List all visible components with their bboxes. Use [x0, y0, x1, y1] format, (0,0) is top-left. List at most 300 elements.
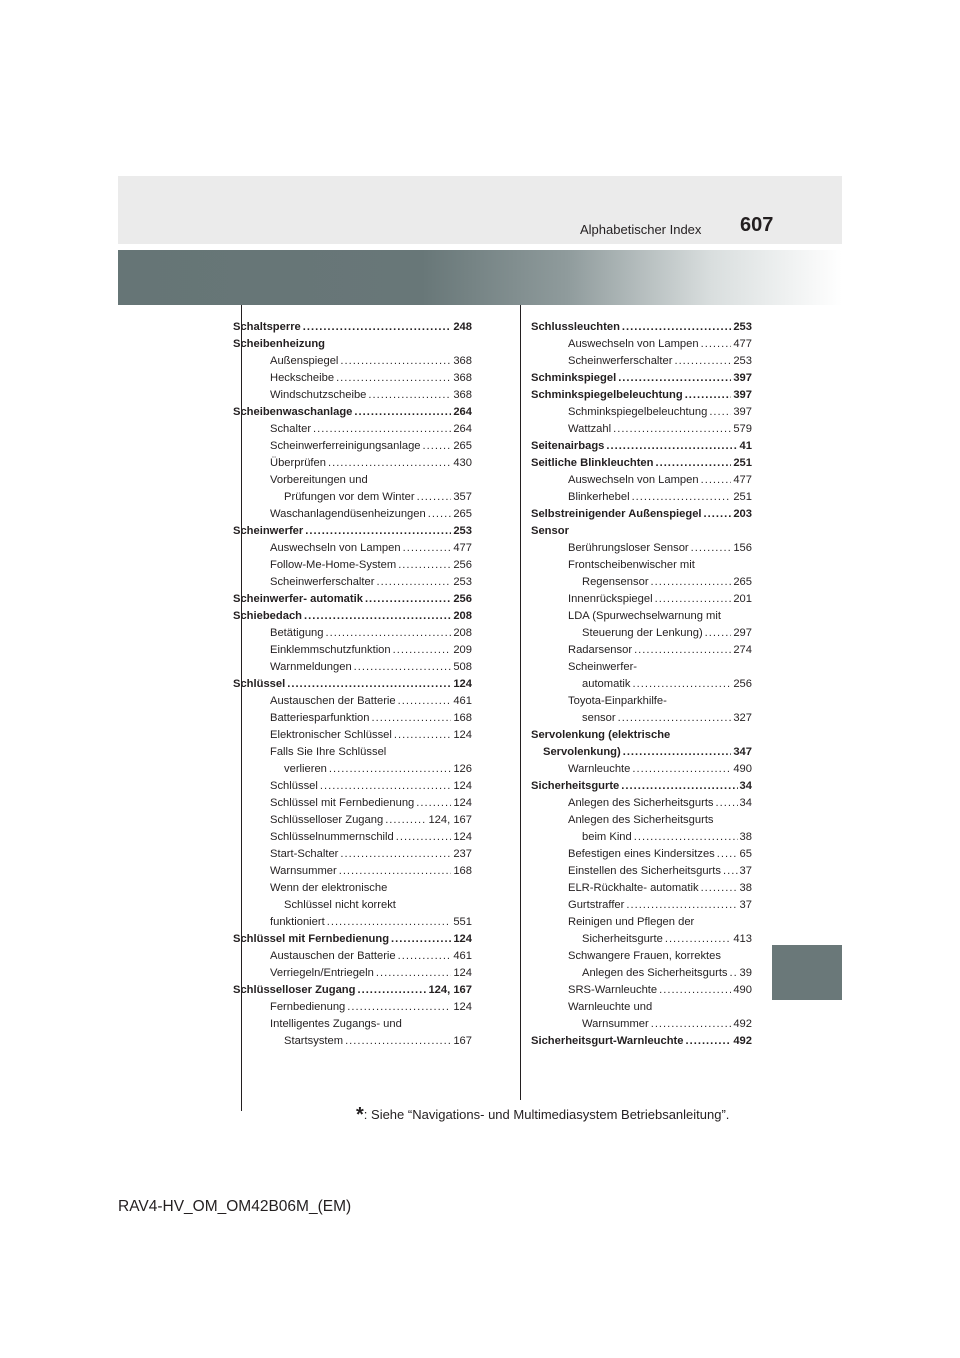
- index-entry: [233, 574, 472, 591]
- dot-leader: [320, 778, 451, 795]
- index-entry: [233, 489, 472, 506]
- index-entry: [531, 319, 752, 336]
- page-reference: 39: [739, 967, 752, 979]
- index-entry: [531, 659, 752, 676]
- index-entry: [531, 948, 752, 965]
- index-term: Regensensor: [582, 576, 649, 588]
- dot-leader: [634, 642, 731, 659]
- page-reference: 397: [733, 372, 752, 384]
- index-entry: [531, 727, 752, 744]
- dot-leader: [376, 965, 451, 982]
- dot-leader: [336, 370, 451, 387]
- page-reference: 274: [733, 644, 752, 656]
- index-entry: [531, 965, 752, 982]
- index-term: Austauschen der Batterie: [270, 695, 396, 707]
- page-reference: 368: [453, 389, 472, 401]
- dot-leader: [622, 319, 731, 336]
- index-term: Schlüsselnummernschild: [270, 831, 394, 843]
- dot-leader: [623, 744, 732, 761]
- dot-leader: [376, 574, 451, 591]
- index-term: Heckscheibe: [270, 372, 335, 384]
- dot-leader: [659, 982, 731, 999]
- page-reference: 477: [733, 338, 752, 350]
- page-reference: 297: [733, 627, 752, 639]
- dot-leader: [655, 591, 732, 608]
- dot-leader: [423, 438, 452, 455]
- index-term: Schlüssel mit Fernbedienung: [233, 933, 390, 945]
- dot-leader: [417, 489, 452, 506]
- page-reference: 124: [453, 678, 472, 690]
- page-reference: 168: [453, 712, 472, 724]
- index-term: Servolenkung): [543, 746, 621, 758]
- index-term: Sicherheitsgurt-Warnleuchte: [531, 1035, 684, 1047]
- index-term: Vorbereitungen und: [270, 474, 368, 486]
- index-entry: [233, 744, 472, 761]
- index-term: Schlussleuchten: [531, 321, 620, 333]
- dot-leader: [403, 540, 452, 557]
- index-entry: [531, 353, 752, 370]
- page-reference: 477: [453, 542, 472, 554]
- index-term: verlieren: [284, 763, 327, 775]
- middle-column-rule: [520, 305, 521, 1100]
- index-entry: [531, 625, 752, 642]
- dot-leader: [655, 455, 731, 472]
- index-entry: [531, 387, 752, 404]
- index-entry: [531, 1033, 752, 1050]
- page-reference: 251: [733, 457, 752, 469]
- index-entry: [233, 999, 472, 1016]
- index-entry: [531, 523, 752, 540]
- page-reference: 124, 167: [428, 984, 472, 996]
- index-term: Schlüssel: [270, 780, 318, 792]
- dot-leader: [723, 863, 738, 880]
- index-term: LDA (Spurwechselwarnung mit: [568, 610, 721, 622]
- index-term: Warnleuchte: [568, 763, 631, 775]
- index-term: Anlegen des Sicherheitsgurts: [582, 967, 728, 979]
- index-entry: [233, 557, 472, 574]
- dot-leader: [716, 795, 738, 812]
- dot-leader: [685, 387, 732, 404]
- dot-leader: [428, 506, 452, 523]
- footnote: [356, 1104, 729, 1127]
- index-term: Toyota-Einparkhilfe-: [568, 695, 667, 707]
- dot-leader: [709, 404, 731, 421]
- index-term: Wenn der elektronische: [270, 882, 388, 894]
- index-term: Intelligentes Zugangs- und: [270, 1018, 402, 1030]
- index-term: funktioniert: [270, 916, 325, 928]
- dot-leader: [328, 455, 451, 472]
- index-entry: [531, 404, 752, 421]
- dot-leader: [701, 336, 732, 353]
- page-reference: 124: [453, 729, 472, 741]
- index-entry: [531, 591, 752, 608]
- header-band: [118, 176, 842, 244]
- index-term: Windschutzscheibe: [270, 389, 367, 401]
- index-term: Gurtstraffer: [568, 899, 625, 911]
- index-entry: [233, 846, 472, 863]
- index-entry: [233, 880, 472, 897]
- index-term: Warnleuchte und: [568, 1001, 653, 1013]
- dot-leader: [632, 761, 731, 778]
- index-entry: [233, 897, 472, 914]
- dot-leader: [357, 982, 426, 999]
- dot-leader: [665, 931, 731, 948]
- dot-leader: [287, 676, 451, 693]
- dot-leader: [329, 761, 451, 778]
- dot-leader: [327, 914, 452, 931]
- index-term: Prüfungen vor dem Winter: [284, 491, 415, 503]
- page-reference: 208: [453, 610, 472, 622]
- index-entry: [233, 506, 472, 523]
- page-number: 607: [740, 214, 774, 236]
- index-entry: [233, 353, 472, 370]
- index-term: Scheinwerferreinigungsanlage: [270, 440, 421, 452]
- page-reference: 368: [453, 372, 472, 384]
- index-entry: [531, 642, 752, 659]
- dot-leader: [626, 897, 737, 914]
- dot-leader: [398, 557, 451, 574]
- index-term: Anlegen des Sicherheitsgurts: [568, 797, 714, 809]
- index-term: Austauschen der Batterie: [270, 950, 396, 962]
- index-term: beim Kind: [582, 831, 632, 843]
- index-entry: [531, 574, 752, 591]
- index-term: Schiebedach: [233, 610, 303, 622]
- index-term: Schlüsselloser Zugang: [270, 814, 384, 826]
- index-entry: [233, 659, 472, 676]
- index-entry: [531, 489, 752, 506]
- dot-leader: [354, 659, 452, 676]
- index-entry: [233, 693, 472, 710]
- index-entry: [531, 812, 752, 829]
- index-term: Auswechseln von Lampen: [568, 474, 699, 486]
- dot-leader: [368, 387, 451, 404]
- index-entry: [531, 914, 752, 931]
- page-reference: 253: [453, 525, 472, 537]
- page-reference: 492: [733, 1035, 752, 1047]
- index-entry: [233, 472, 472, 489]
- page-reference: 124: [453, 933, 472, 945]
- dot-leader: [691, 540, 732, 557]
- dot-leader: [730, 965, 738, 982]
- index-term: Follow-Me-Home-System: [270, 559, 397, 571]
- dot-leader: [717, 846, 738, 863]
- index-term: Scheibenwaschanlage: [233, 406, 353, 418]
- dot-leader: [618, 370, 731, 387]
- index-term: Reinigen und Pflegen der: [568, 916, 695, 928]
- page-reference: 490: [733, 763, 752, 775]
- dot-leader: [304, 608, 451, 625]
- index-term: Schlüssel nicht korrekt: [284, 899, 396, 911]
- index-term: ELR-Rückhalte- automatik: [568, 882, 699, 894]
- dot-leader: [326, 625, 452, 642]
- dot-leader: [701, 880, 738, 897]
- index-term: Wattzahl: [568, 423, 612, 435]
- page-reference: 34: [739, 797, 752, 809]
- dot-leader: [372, 710, 452, 727]
- index-entry: [233, 438, 472, 455]
- index-term: Scheinwerferschalter: [568, 355, 673, 367]
- index-entry: [531, 438, 752, 455]
- index-entry: [233, 812, 472, 829]
- page-reference: 168: [453, 865, 472, 877]
- index-entry: [233, 625, 472, 642]
- index-entry: [233, 676, 472, 693]
- page-reference: 37: [739, 899, 752, 911]
- index-entry: [233, 540, 472, 557]
- index-entry: [233, 795, 472, 812]
- index-entry: [531, 778, 752, 795]
- index-term: Start-Schalter: [270, 848, 339, 860]
- page-reference: 256: [453, 593, 472, 605]
- index-term: Einklemmschutzfunktion: [270, 644, 391, 656]
- index-term: Scheinwerferschalter: [270, 576, 375, 588]
- index-term: SRS-Warnleuchte: [568, 984, 658, 996]
- index-term: Warnsummer: [270, 865, 337, 877]
- index-column-right: [531, 319, 752, 1050]
- index-term: Falls Sie Ihre Schlüssel: [270, 746, 387, 758]
- index-term: Auswechseln von Lampen: [270, 542, 401, 554]
- dot-leader: [705, 625, 732, 642]
- index-term: Schlüsselloser Zugang: [233, 984, 356, 996]
- index-term: Schwangere Frauen, korrektes: [568, 950, 721, 962]
- dot-leader: [394, 727, 451, 744]
- index-term: Warnsummer: [582, 1018, 649, 1030]
- index-term: Schlüssel: [233, 678, 286, 690]
- index-entry: [531, 897, 752, 914]
- index-term: Auswechseln von Lampen: [568, 338, 699, 350]
- index-column-left: [233, 319, 472, 1050]
- page-reference: 38: [739, 882, 752, 894]
- page-reference: 41: [739, 440, 752, 452]
- dot-leader: [393, 642, 452, 659]
- index-entry: [531, 761, 752, 778]
- page-reference: 124: [453, 1001, 472, 1013]
- index-entry: [233, 608, 472, 625]
- dot-leader: [347, 999, 451, 1016]
- index-entry: [233, 710, 472, 727]
- index-term: Anlegen des Sicherheitsgurts: [568, 814, 714, 826]
- index-term: Scheinwerfer: [233, 525, 304, 537]
- index-entry: [531, 693, 752, 710]
- index-term: Sensor: [531, 525, 569, 537]
- index-entry: [233, 863, 472, 880]
- index-entry: [531, 710, 752, 727]
- index-term: sensor: [582, 712, 616, 724]
- dot-leader: [339, 863, 452, 880]
- index-term: Schminkspiegel: [531, 372, 617, 384]
- index-term: Berührungsloser Sensor: [568, 542, 689, 554]
- page-reference: 397: [733, 389, 752, 401]
- page-reference: 208: [453, 627, 472, 639]
- page-reference: 264: [453, 423, 472, 435]
- index-term: automatik: [582, 678, 631, 690]
- dot-leader: [606, 438, 737, 455]
- index-term: Warnmeldungen: [270, 661, 352, 673]
- page-reference: 124: [453, 831, 472, 843]
- index-entry: [531, 795, 752, 812]
- index-entry: [233, 914, 472, 931]
- index-term: Scheibenheizung: [233, 338, 325, 350]
- page-reference: 124: [453, 967, 472, 979]
- index-term: Überprüfen: [270, 457, 326, 469]
- index-entry: [531, 846, 752, 863]
- page-reference: 265: [453, 508, 472, 520]
- index-entry: [233, 778, 472, 795]
- index-entry: [233, 931, 472, 948]
- dot-leader: [396, 829, 452, 846]
- dot-leader: [305, 523, 451, 540]
- page-reference: 253: [733, 321, 752, 333]
- index-entry: [531, 744, 752, 761]
- index-term: Batteriesparfunktion: [270, 712, 370, 724]
- dot-leader: [632, 489, 732, 506]
- index-term: Frontscheibenwischer mit: [568, 559, 695, 571]
- page-reference: 265: [733, 576, 752, 588]
- page-reference: 508: [453, 661, 472, 673]
- dot-leader: [340, 846, 451, 863]
- index-term: Befestigen eines Kindersitzes: [568, 848, 715, 860]
- index-term: Innenrückspiegel: [568, 593, 653, 605]
- index-entry: [531, 472, 752, 489]
- dot-leader: [385, 812, 426, 829]
- index-entry: [531, 1016, 752, 1033]
- index-entry: [531, 676, 752, 693]
- index-term: Blinkerhebel: [568, 491, 630, 503]
- page-reference: 368: [453, 355, 472, 367]
- dot-leader: [674, 353, 731, 370]
- index-entry: [233, 336, 472, 353]
- dot-leader: [345, 1033, 451, 1050]
- index-term: Selbstreinigender Außenspiegel: [531, 508, 702, 520]
- index-entry: [531, 540, 752, 557]
- index-entry: [233, 948, 472, 965]
- document-code: RAV4-HV_OM_OM42B06M_(EM): [118, 1198, 352, 1215]
- page-reference: 65: [739, 848, 752, 860]
- page-reference: 492: [733, 1018, 752, 1030]
- index-term: Sicherheitsgurte: [531, 780, 620, 792]
- dot-leader: [704, 506, 732, 523]
- index-term: Waschanlagendüsenheizungen: [270, 508, 426, 520]
- footnote-text: : Siehe “Navigations- und Multimediasystem Betriebsanleitung”.: [363, 1107, 730, 1122]
- page-reference: 248: [453, 321, 472, 333]
- dot-leader: [701, 472, 732, 489]
- index-entry: [233, 1016, 472, 1033]
- index-entry: [531, 336, 752, 353]
- index-term: Seitenairbags: [531, 440, 605, 452]
- page-reference: 265: [453, 440, 472, 452]
- index-entry: [233, 387, 472, 404]
- page-reference: 167: [453, 1035, 472, 1047]
- page-reference: 37: [739, 865, 752, 877]
- index-term: Seitliche Blinkleuchten: [531, 457, 654, 469]
- index-term: Fernbedienung: [270, 1001, 346, 1013]
- index-entry: [531, 608, 752, 625]
- page-reference: 477: [733, 474, 752, 486]
- index-term: Einstellen des Sicherheitsgurts: [568, 865, 721, 877]
- index-entry: [531, 506, 752, 523]
- dot-leader: [633, 676, 732, 693]
- index-entry: [233, 404, 472, 421]
- index-entry: [233, 982, 472, 999]
- index-term: Sicherheitsgurte: [582, 933, 663, 945]
- page-reference: 461: [453, 950, 472, 962]
- page-reference: 430: [453, 457, 472, 469]
- index-term: Schlüssel mit Fernbedienung: [270, 797, 415, 809]
- page-reference: 256: [733, 678, 752, 690]
- page-reference: 237: [453, 848, 472, 860]
- index-entry: [233, 829, 472, 846]
- index-entry: [531, 982, 752, 999]
- index-term: Startsystem: [284, 1035, 344, 1047]
- index-entry: [233, 727, 472, 744]
- page-reference: 551: [453, 916, 472, 928]
- index-term: Steuerung der Lenkung): [582, 627, 703, 639]
- index-term: Scheinwerfer- automatik: [233, 593, 363, 605]
- index-term: Schminkspiegelbeleuchtung: [568, 406, 708, 418]
- page-reference: 357: [453, 491, 472, 503]
- page-reference: 124, 167: [428, 814, 472, 826]
- index-entry: [531, 829, 752, 846]
- index-term: Außenspiegel: [270, 355, 339, 367]
- index-term: Elektronischer Schlüssel: [270, 729, 392, 741]
- index-entry: [531, 863, 752, 880]
- dot-leader: [613, 421, 731, 438]
- index-entry: [233, 523, 472, 540]
- page-reference: 253: [733, 355, 752, 367]
- index-entry: [531, 999, 752, 1016]
- dot-leader: [686, 1033, 732, 1050]
- page-reference: 490: [733, 984, 752, 996]
- page-reference: 126: [453, 763, 472, 775]
- dot-leader: [651, 1016, 732, 1033]
- dot-leader: [634, 829, 738, 846]
- dot-leader: [365, 591, 451, 608]
- dot-leader: [313, 421, 451, 438]
- index-term: Scheinwerfer-: [568, 661, 638, 673]
- index-entry: [233, 319, 472, 336]
- index-entry: [531, 421, 752, 438]
- index-entry: [233, 421, 472, 438]
- page-reference: 156: [733, 542, 752, 554]
- page-reference: 38: [739, 831, 752, 843]
- page-reference: 209: [453, 644, 472, 656]
- page-reference: 413: [733, 933, 752, 945]
- dot-leader: [303, 319, 452, 336]
- dot-leader: [340, 353, 451, 370]
- index-entry: [233, 370, 472, 387]
- footnote-marker: *: [356, 1104, 364, 1126]
- index-term: Betätigung: [270, 627, 324, 639]
- dot-leader: [621, 778, 737, 795]
- index-entry: [233, 591, 472, 608]
- page-reference: 124: [453, 780, 472, 792]
- page-reference: 461: [453, 695, 472, 707]
- page-reference: 34: [739, 780, 752, 792]
- page-reference: 203: [733, 508, 752, 520]
- page-reference: 124: [453, 797, 472, 809]
- index-term: Schaltsperre: [233, 321, 301, 333]
- chapter-side-tab: [772, 945, 842, 1000]
- dot-leader: [354, 404, 451, 421]
- index-entry: [233, 455, 472, 472]
- index-entry: [531, 557, 752, 574]
- index-term: Schminkspiegelbeleuchtung: [531, 389, 683, 401]
- index-term: Schalter: [270, 423, 312, 435]
- index-term: Verriegeln/Entriegeln: [270, 967, 374, 979]
- page-reference: 579: [733, 423, 752, 435]
- index-entry: [233, 1033, 472, 1050]
- page-reference: 264: [453, 406, 472, 418]
